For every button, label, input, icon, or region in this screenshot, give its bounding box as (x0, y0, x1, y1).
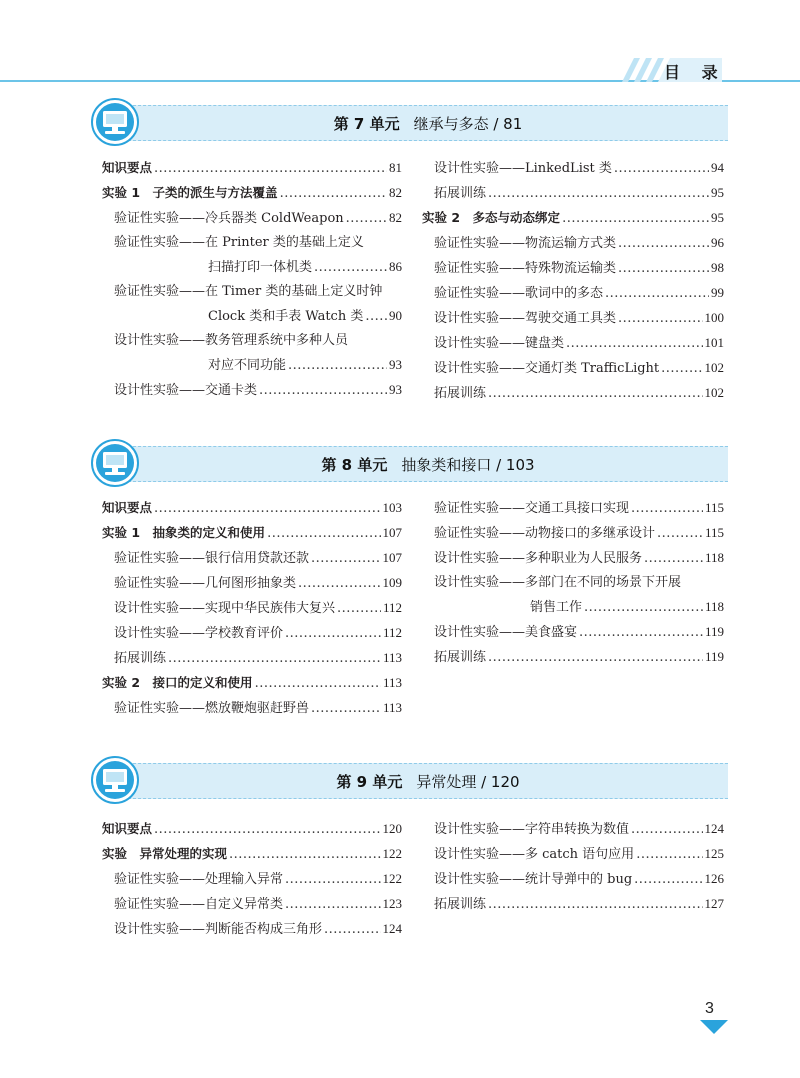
toc-entry[interactable]: 拓展训练 ..... 95 (422, 181, 724, 206)
toc-entry[interactable]: 知识要点 ..... 103 (102, 496, 402, 521)
toc-entry[interactable]: 设计性实验——美食盛宴 ..... 119 (422, 620, 724, 645)
toc-entry[interactable]: 验证性实验——在 Printer 类的基础上定义 (114, 235, 364, 250)
computer-icon (90, 755, 140, 805)
unit-9-left-column (102, 817, 402, 942)
unit-7-left-column (102, 156, 402, 403)
toc-entry[interactable]: 设计性实验——实现中华民族伟大复兴 ..... 112 (102, 596, 402, 621)
toc-entry[interactable]: 设计性实验——LinkedList 类 ..... 94 (422, 156, 724, 181)
toc-entry-continuation[interactable]: 对应不同功能 ..... 93 (102, 353, 402, 378)
toc-entry[interactable]: 设计性实验——教务管理系统中多种人员 (114, 333, 349, 348)
toc-entry[interactable]: 拓展训练 ..... 127 (422, 892, 724, 917)
unit-8-name: 抽象类和接口 / 103 (401, 455, 535, 474)
toc-entry-continuation[interactable]: 销售工作 ..... 118 (422, 595, 724, 620)
toc-entry[interactable]: 知识要点 ..... 81 (102, 156, 402, 181)
toc-entry[interactable]: 设计性实验——多部门在不同的场景下开展 (434, 575, 682, 590)
unit-8-left-column (102, 496, 402, 721)
unit-8-title-bar (128, 446, 728, 482)
toc-entry[interactable]: 验证性实验——自定义异常类 ..... 123 (102, 892, 402, 917)
toc-entry[interactable]: 验证性实验——处理输入异常 ..... 122 (102, 867, 402, 892)
toc-entry[interactable]: 设计性实验——统计导弹中的 bug ..... 126 (422, 867, 724, 892)
unit-9-number: 第 9 单元 (336, 772, 403, 791)
unit-8-number: 第 8 单元 (321, 455, 388, 474)
unit-7-number: 第 7 单元 (333, 114, 400, 133)
computer-icon (90, 97, 140, 147)
toc-entry[interactable]: 验证性实验——几何图形抽象类 ..... 109 (102, 571, 402, 596)
toc-entry[interactable]: 实验 1 抽象类的定义和使用 ..... 107 (102, 521, 402, 546)
toc-entry[interactable]: 设计性实验——学校教育评价 ..... 112 (102, 621, 402, 646)
unit-9-title-bar (128, 763, 728, 799)
toc-entry[interactable]: 实验 2 接口的定义和使用 ..... 113 (102, 671, 402, 696)
toc-entry[interactable]: 设计性实验——交通卡类 ..... 93 (102, 378, 402, 403)
unit-7-right-column (422, 156, 724, 406)
toc-entry-continuation[interactable]: Clock 类和手表 Watch 类 ..... 90 (102, 304, 402, 329)
toc-entry[interactable]: 设计性实验——键盘类 ..... 101 (422, 331, 724, 356)
toc-entry[interactable]: 验证性实验——歌词中的多态 ..... 99 (422, 281, 724, 306)
toc-entry[interactable]: 设计性实验——多 catch 语句应用 ..... 125 (422, 842, 724, 867)
toc-entry[interactable]: 验证性实验——冷兵器类 ColdWeapon ..... 82 (102, 206, 402, 231)
toc-entry[interactable]: 设计性实验——驾驶交通工具类 ..... 100 (422, 306, 724, 331)
page-marker-triangle-icon (700, 1020, 728, 1036)
toc-entry[interactable]: 设计性实验——字符串转换为数值 ..... 124 (422, 817, 724, 842)
toc-entry[interactable]: 验证性实验——在 Timer 类的基础上定义时钟 (114, 284, 383, 299)
toc-entry[interactable]: 拓展训练 ..... 102 (422, 381, 724, 406)
toc-entry[interactable]: 拓展训练 ..... 113 (102, 646, 402, 671)
toc-entry[interactable]: 设计性实验——判断能否构成三角形 ..... 124 (102, 917, 402, 942)
unit-7-name: 继承与多态 / 81 (413, 114, 523, 133)
toc-entry[interactable]: 知识要点 ..... 120 (102, 817, 402, 842)
unit-9-right-column (422, 817, 724, 917)
unit-8-right-column (422, 496, 724, 670)
toc-entry[interactable]: 验证性实验——燃放鞭炮驱赶野兽 ..... 113 (102, 696, 402, 721)
computer-icon (90, 438, 140, 488)
toc-entry[interactable]: 实验 1 子类的派生与方法覆盖 ..... 82 (102, 181, 402, 206)
toc-entry[interactable]: 拓展训练 ..... 119 (422, 645, 724, 670)
toc-entry[interactable]: 实验 2 多态与动态绑定 ..... 95 (422, 206, 724, 231)
unit-9-name: 异常处理 / 120 (416, 772, 520, 791)
toc-entry[interactable]: 实验 异常处理的实现 ..... 122 (102, 842, 402, 867)
page-number: 3 (705, 1000, 714, 1017)
toc-entry[interactable]: 设计性实验——多种职业为人民服务 ..... 118 (422, 546, 724, 571)
toc-entry[interactable]: 设计性实验——交通灯类 TrafficLight ..... 102 (422, 356, 724, 381)
toc-entry[interactable]: 验证性实验——动物接口的多继承设计 ..... 115 (422, 521, 724, 546)
toc-entry-continuation[interactable]: 扫描打印一体机类 ..... 86 (102, 255, 402, 280)
page-title: 目 录 (664, 63, 726, 82)
toc-entry[interactable]: 验证性实验——物流运输方式类 ..... 96 (422, 231, 724, 256)
toc-entry[interactable]: 验证性实验——银行信用贷款还款 ..... 107 (102, 546, 402, 571)
toc-entry[interactable]: 验证性实验——交通工具接口实现 ..... 115 (422, 496, 724, 521)
toc-entry[interactable]: 验证性实验——特殊物流运输类 ..... 98 (422, 256, 724, 281)
unit-7-title-bar (128, 105, 728, 141)
